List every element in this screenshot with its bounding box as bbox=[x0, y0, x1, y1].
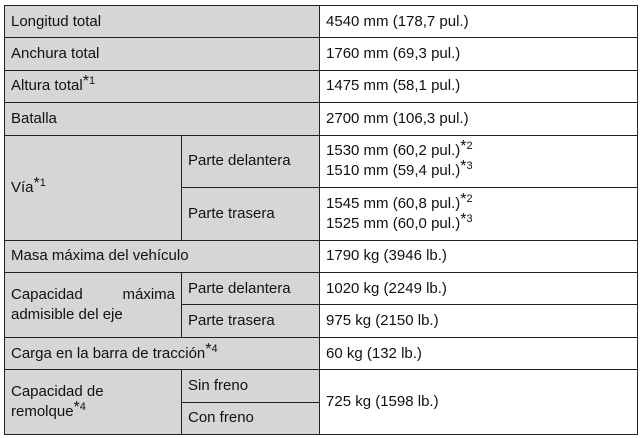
via-trasera-label: Parte trasera bbox=[182, 188, 320, 241]
remolque-con-freno-label: Con freno bbox=[182, 402, 320, 434]
row-label-remolque: Capacidad de remolque$^{*4}$ bbox=[5, 370, 182, 435]
footnote-marker: *1 bbox=[82, 73, 96, 91]
eje-delantera-value: 1020 kg (2249 lb.) bbox=[320, 273, 638, 305]
table-row bbox=[5, 70, 638, 102]
row-label-altura bbox=[5, 70, 320, 102]
row-label-masa: Masa máxima del vehículo bbox=[5, 240, 320, 272]
row-value-carga: 60 kg (132 lb.) bbox=[320, 337, 638, 369]
row-label-batalla: Batalla bbox=[5, 103, 320, 135]
table-row bbox=[5, 370, 638, 402]
row-value-altura: 1475 mm (58,1 pul.) bbox=[320, 70, 638, 102]
footnote-marker: *3 bbox=[460, 210, 473, 228]
footnote-marker: *3 bbox=[460, 158, 473, 176]
via-delantera-value: 1530 mm (60,2 pul.)$^{*2}$ 1510 mm (59,4 pul.)$^{*3}$ bbox=[320, 135, 638, 188]
eje-trasera-label: Parte trasera bbox=[182, 305, 320, 337]
row-value-remolque: 725 kg (1598 lb.) bbox=[320, 370, 638, 435]
row-label-carga bbox=[5, 337, 320, 369]
table-row bbox=[5, 273, 638, 305]
footnote-marker: *1 bbox=[33, 174, 46, 192]
label-text: Altura total bbox=[11, 77, 83, 95]
specifications-table bbox=[4, 5, 638, 435]
table-row bbox=[5, 240, 638, 272]
row-label-anchura: Anchura total bbox=[5, 38, 320, 70]
remolque-sin-freno-label: Sin freno bbox=[182, 370, 320, 402]
table-row bbox=[5, 38, 638, 70]
row-label-longitud: Longitud total bbox=[5, 6, 320, 38]
footnote-marker: *2 bbox=[460, 190, 473, 208]
via-trasera-value: 1545 mm (60,8 pul.)$^{*2}$ 1525 mm (60,0 pul.)$^{*3}$ bbox=[320, 188, 638, 241]
table-row bbox=[5, 6, 638, 38]
row-value-anchura: 1760 mm (69,3 pul.) bbox=[320, 38, 638, 70]
row-label-via bbox=[5, 135, 182, 240]
via-delantera-label: Parte delantera bbox=[182, 135, 320, 188]
label-text: Carga en la barra de tracción bbox=[11, 344, 206, 362]
row-value-batalla: 2700 mm (106,3 pul.) bbox=[320, 103, 638, 135]
row-value-longitud: 4540 mm (178,7 pul.) bbox=[320, 6, 638, 38]
row-value-masa: 1790 kg (3946 lb.) bbox=[320, 240, 638, 272]
label-text: Vía bbox=[11, 178, 34, 196]
footnote-marker: *4 bbox=[73, 399, 86, 417]
table-row bbox=[5, 337, 638, 369]
eje-delantera-label: Parte delantera bbox=[182, 273, 320, 305]
table-row bbox=[5, 103, 638, 135]
row-label-eje: Capacidad máxima admisible del eje bbox=[5, 273, 182, 338]
eje-trasera-value: 975 kg (2150 lb.) bbox=[320, 305, 638, 337]
footnote-marker: *2 bbox=[460, 138, 473, 156]
footnote-marker: *4 bbox=[205, 340, 218, 358]
table-row bbox=[5, 135, 638, 188]
